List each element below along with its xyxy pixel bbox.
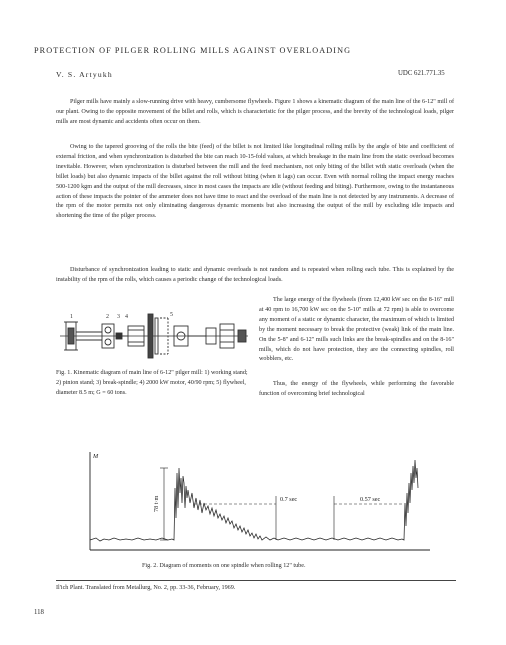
- right-column-paragraph-2: Thus, the energy of the flywheels, while performing the favorable function of overcoming brief technological: [259, 381, 454, 397]
- paragraph-2: Owing to the tapered grooving of the rolls the bite (feed) of the billet is not limited like longitudinal rolling mills by the angle of bite and coefficient of external friction, and when synchronization is disturbed the bite can reach 10-15-fold values, at which breakage in the main line from the static overload becomes inevitable. However, when synchronization is disturbed between the mill and the feed mechanism, not only biting of the billet with static overloads (when the billet loads) but also dynamic impacts of the billet against the roll without biting (when it lags) can occur. Even with normal rolling the impact energy reaches 500-1200 kgm and the output of the mill decreases, since in most cases the impacts are idle (without feeding and biting). Furthermore, owing to the instantaneous action of these impacts the pointer of the ammeter does not have time to react and the overload of the main line is not detected by any instruments. A decrease of the rpm of the motor permits not only eliminating dangerous dynamic moments but also increasing the output of the mill by excluding idle impacts and shortening the time of the pilger process.: [56, 144, 454, 220]
- figure-2-caption: Fig. 2. Diagram of moments on one spindle when rolling 12" tube.: [142, 563, 306, 569]
- fig1-label-3: 3: [117, 314, 120, 320]
- footnote: Il'ich Plant. Translated from Metallurg, No. 2, pp. 33-36, February, 1969.: [56, 585, 236, 591]
- paragraph-1: Pilger mills have mainly a slow-running drive with heavy, cumbersome flywheels. Figure 1 shows a kinematic diagram of the main line of the 6-12" mill of our plant. Owing to the opposite movement of the billet and rolls, which is characteristic for the pilger process, and the brevity of the technological loads, pilger mills are most dynamic and accidents often occur on them.: [56, 99, 454, 125]
- fig1-label-4: 4: [125, 314, 128, 320]
- time-label-2: 0.57 sec: [360, 496, 381, 503]
- figure-2-moment-diagram: [84, 448, 434, 558]
- footnote-divider: [56, 580, 456, 581]
- y-axis-label: M: [93, 453, 99, 460]
- time-label-1: 0.7 sec: [280, 496, 298, 503]
- udc-code: UDC 621.771.35: [398, 70, 445, 77]
- figure-1-kinematic-diagram: [56, 308, 252, 364]
- right-column-paragraph-1: The large energy of the flywheels (from 12,400 kW sec on the 8-16" mill at 40 rpm to 16,700 kW sec on the 5-10" mills at 72 rpm) is able to overcome any moment of a static or dynamic character, the maximum of which is limited by the moment necessary to break the protective (weak) link of the main line. On the 5-8" and 6-12" mills such links are the break-spindles and on the 8-16" mills, which do not have protection, they are the connecting spindles, roll wobblers, etc.: [259, 297, 454, 363]
- article-title: PROTECTION OF PILGER ROLLING MILLS AGAINST OVERLOADING: [34, 46, 352, 55]
- page-number: 118: [34, 609, 44, 616]
- paragraph-3: Disturbance of synchronization leading to static and dynamic overloads is not random and is repeated when rolling each tube. This is explained by the instability of the rpm of the rolls, which causes a periodic change of the technological loads.: [56, 267, 454, 283]
- scale-label: 78 t·m: [153, 495, 160, 512]
- fig1-label-1: 1: [70, 314, 73, 320]
- fig1-label-5: 5: [170, 312, 173, 318]
- fig1-label-2: 2: [106, 314, 109, 320]
- author-name: V. S. Artyukh: [56, 70, 113, 79]
- figure-1-caption: Fig. 1. Kinematic diagram of main line of 6-12" pilger mill: 1) working stand; 2) pinion stand; 3) break-spindle; 4) 2000 kW motor, 40/90 rpm; 5) flywheel, diameter 8.5 m; G = 60 tons.: [56, 370, 248, 396]
